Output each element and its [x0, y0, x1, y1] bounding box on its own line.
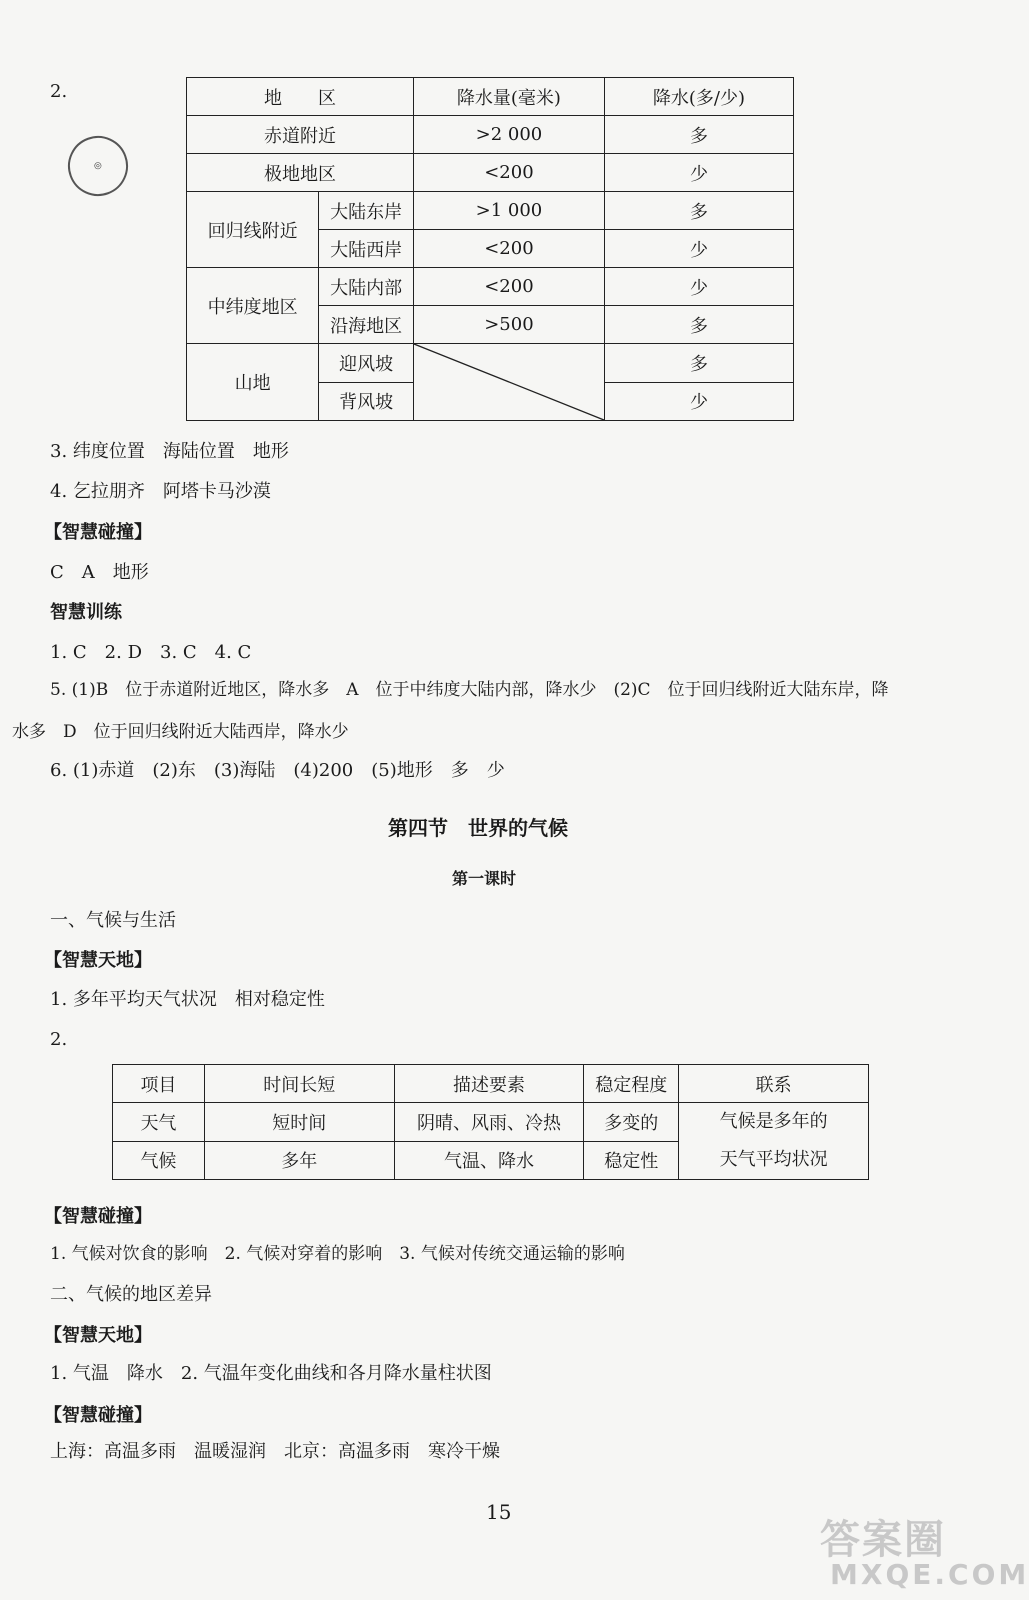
lesson-title: 第一课时 — [452, 869, 517, 888]
watermark-url: MXQE.COM — [830, 1558, 1029, 1591]
table-cell: 大陆西岸 — [319, 230, 414, 268]
table-cell: 气温、降水 — [394, 1141, 584, 1180]
answer-line: 1. 多年平均天气状况 相对稳定性 — [50, 989, 325, 1010]
table-cell: <200 — [413, 154, 604, 192]
weather-climate-table — [112, 1064, 869, 1180]
table-cell: 大陆东岸 — [319, 192, 414, 230]
table-cell: 背风坡 — [319, 382, 414, 421]
table-cell: 中纬度地区 — [187, 268, 319, 344]
link-line: 气候是多年的 — [719, 1111, 828, 1132]
table-cell: 多 — [604, 192, 793, 230]
section-heading: 智慧训练 — [50, 602, 122, 623]
question-2-label: 2. — [50, 1029, 68, 1050]
section-heading: 【智慧天地】 — [44, 1325, 152, 1346]
table-cell: 赤道附近 — [187, 116, 414, 154]
section-heading: 【智慧碰撞】 — [44, 522, 152, 543]
table-cell: 天气 — [113, 1103, 205, 1142]
link-line: 天气平均状况 — [719, 1149, 828, 1170]
table-header: 降水(多/少) — [604, 78, 793, 116]
answer-line: 3. 纬度位置 海陆位置 地形 — [50, 441, 289, 462]
table-cell: 稳定性 — [584, 1141, 679, 1180]
table-cell: 多 — [604, 344, 793, 383]
part-heading: 二、气候的地区差异 — [50, 1284, 212, 1305]
watermark-text: 答案圈 — [820, 1517, 946, 1563]
table-cell: 少 — [604, 230, 793, 268]
table-header: 描述要素 — [394, 1065, 584, 1103]
table-cell: 大陆内部 — [319, 268, 414, 306]
table-cell: 多变的 — [584, 1103, 679, 1142]
answer-line: 5. (1)B 位于赤道附近地区，降水多 A 位于中纬度大陆内部，降水少 (2)C 位于回归线附近大陆东岸，降 — [50, 680, 889, 700]
table-cell: 迎风坡 — [319, 344, 414, 383]
part-heading: 一、气候与生活 — [50, 910, 176, 931]
table-cell: 气候 — [113, 1141, 205, 1180]
answer-line: 1. 气温 降水 2. 气温年变化曲线和各月降水量柱状图 — [50, 1363, 492, 1384]
table-header: 项目 — [113, 1065, 205, 1103]
table-cell: 少 — [604, 154, 793, 192]
page-number: 15 — [486, 1500, 512, 1524]
answer-line: 1. C 2. D 3. C 4. C — [50, 642, 252, 663]
section-heading: 【智慧碰撞】 — [44, 1206, 152, 1227]
diagonal-line-icon — [414, 344, 604, 420]
answer-line: 6. (1)赤道 (2)东 (3)海陆 (4)200 (5)地形 多 少 — [50, 760, 505, 781]
table-header: 地 区 — [187, 78, 414, 116]
table-header: 联系 — [679, 1065, 869, 1103]
diagonal-cell — [413, 344, 604, 421]
answer-line: 4. 乞拉朋齐 阿塔卡马沙漠 — [50, 481, 271, 502]
section-heading: 【智慧天地】 — [44, 950, 152, 971]
precipitation-table — [186, 77, 794, 421]
table-cell: <200 — [413, 268, 604, 306]
table-cell: 回归线附近 — [187, 192, 319, 268]
answer-line: 水多 D 位于回归线附近大陆西岸，降水少 — [12, 722, 349, 742]
answer-line: 上海：高温多雨 温暖湿润 北京：高温多雨 寒冷干燥 — [50, 1441, 500, 1462]
table-cell — [679, 1103, 869, 1180]
answer-line: 1. 气候对饮食的影响 2. 气候对穿着的影响 3. 气候对传统交通运输的影响 — [50, 1244, 625, 1264]
table-cell: >1 000 — [413, 192, 604, 230]
section-heading: 【智慧碰撞】 — [44, 1405, 152, 1426]
table-cell: 山地 — [187, 344, 319, 421]
table-cell: >2 000 — [413, 116, 604, 154]
stamp-icon: ◎ — [60, 128, 137, 205]
table-cell: 少 — [604, 382, 793, 421]
watermark-logo — [820, 1508, 1029, 1594]
table-header: 时间长短 — [204, 1065, 394, 1103]
table-cell: <200 — [413, 230, 604, 268]
table-cell: 多年 — [204, 1141, 394, 1180]
table-header: 稳定程度 — [584, 1065, 679, 1103]
table-cell: 多 — [604, 306, 793, 344]
answer-line: C A 地形 — [50, 562, 149, 583]
question-2-label: 2. — [50, 81, 68, 102]
table-header: 降水量(毫米) — [413, 78, 604, 116]
table-cell: 多 — [604, 116, 793, 154]
table-cell: 极地地区 — [187, 154, 414, 192]
table-cell: 短时间 — [204, 1103, 394, 1142]
table-cell: >500 — [413, 306, 604, 344]
table-cell: 沿海地区 — [319, 306, 414, 344]
table-cell: 阴晴、风雨、冷热 — [394, 1103, 584, 1142]
section-title: 第四节 世界的气候 — [388, 816, 568, 840]
table-cell: 少 — [604, 268, 793, 306]
